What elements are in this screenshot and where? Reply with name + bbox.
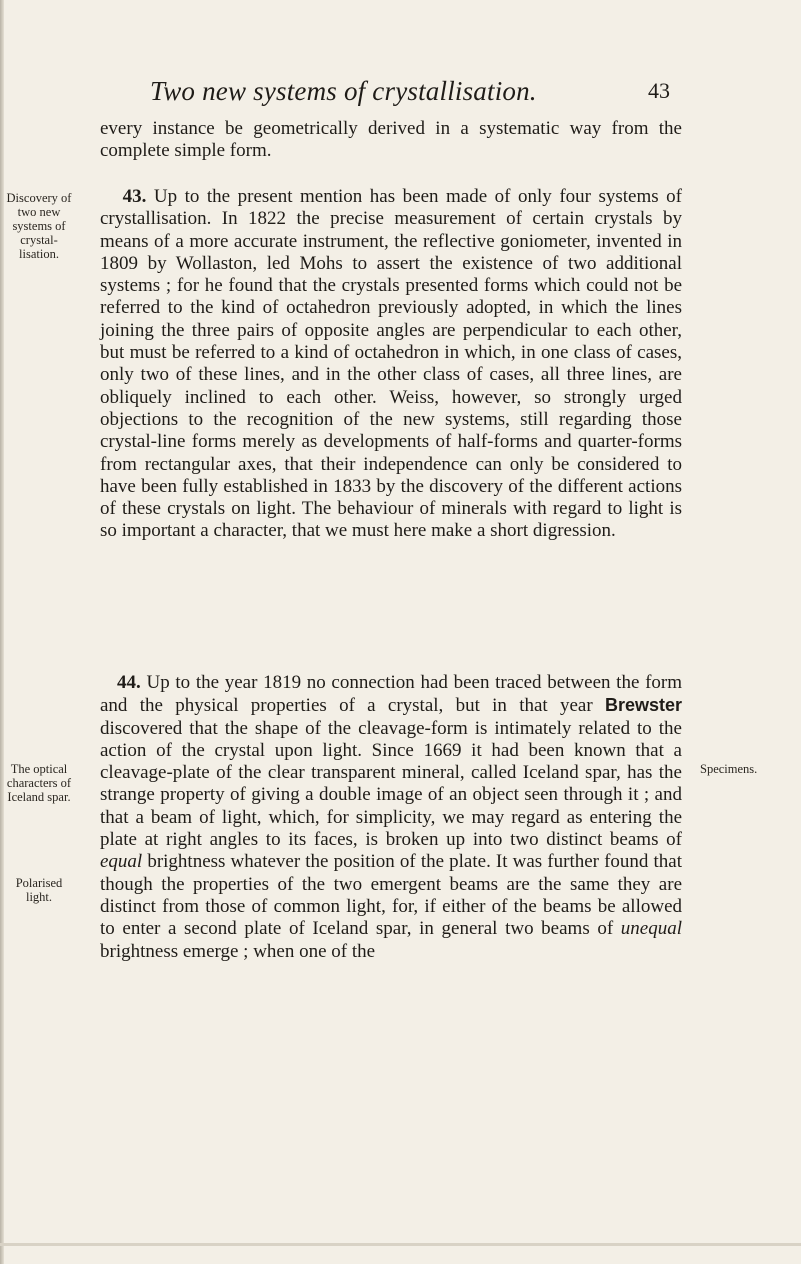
- paragraph-continuation: [100, 118, 682, 163]
- paragraph-44-body: [100, 672, 682, 963]
- emphasis-unequal: unequal: [620, 918, 683, 940]
- page-bottom-shadow: [0, 1243, 801, 1246]
- margin-note-optical: The optical characters of Iceland spar.: [6, 762, 72, 804]
- paragraph-44-text-d: brightness emerge ; when one of the: [100, 940, 376, 962]
- continuation-text: every instance be geometrically derived in a systematic way from the complete simple form.: [100, 118, 682, 162]
- margin-note-polarised: Polarised light.: [15, 876, 63, 904]
- page-edge: [0, 0, 4, 1264]
- emphasis-equal: equal: [100, 851, 143, 873]
- paragraph-44-number: 44.: [117, 672, 141, 693]
- paragraph-43-text: Up to the present mention has been made of only four systems of crystallisation. In 1822 the precise measurement of certain crystals by means of a more accurate instrument, the reflective goniometer, invented in 1809 by Wollaston, led Mohs to assert the existence of two additional systems ; for he found that the crystals presented forms which could not be referred to the kind of octahedron previously adopted, in which the lines joining the three pairs of opposite angles are perpendicular to each other, but must be referred to a kind of octahedron in which, in one class of cases, only two of these lines, and in the other class of cases, all three lines, are obliquely inclined to each other. Weiss, however, so strongly urged objections to the recognition of the new systems, still regarding those crystal-line forms merely as developments of half-forms and quarter-forms from rectangular axes, that their independence can only be considered to have been fully established in 1833 by the discovery of the different actions of these crystals on light. The behaviour of minerals with regard to light is so important a character, that we must here make a short digression.: [100, 186, 683, 542]
- paragraph-44-text-a: Up to the year 1819 no connection had been traced between the form and the physical properties of a crystal, but in that year: [100, 672, 683, 717]
- page-number: 43: [648, 78, 670, 103]
- running-header: [150, 76, 670, 108]
- running-title: Two new systems of crystallisation.: [150, 76, 537, 106]
- paragraph-43-body: [100, 186, 682, 543]
- paragraph-44-text-c: brightness whatever the position of the plate. It was further found that though the properties of the two emergent beams are the same they are distinct from those of common light, for, if either of the beams be allowed to enter a second plate of Iceland spar, in general two beams of: [100, 851, 682, 940]
- paragraph-44-text-b: discovered that the shape of the cleavage-form is intimately related to the action of the crystal upon light. Since 1669 it had been known that a cleavage-plate of the clear transparent mineral, called Iceland spar, has the strange property of giving a double image of an object seen through it ; and that a beam of light, which, for simplicity, we may regard as entering the plate at right angles to its faces, is broken up into two distinct beams of: [100, 717, 682, 851]
- paragraph-43: [100, 186, 682, 543]
- person-name-brewster: Brewster: [604, 695, 683, 716]
- paragraph-44: [100, 672, 682, 963]
- paragraph-43-number: 43.: [122, 186, 147, 207]
- margin-note-specimens: Specimens.: [700, 762, 758, 776]
- margin-note-discovery: Discovery of two new systems of crystal-lisation.: [6, 191, 72, 261]
